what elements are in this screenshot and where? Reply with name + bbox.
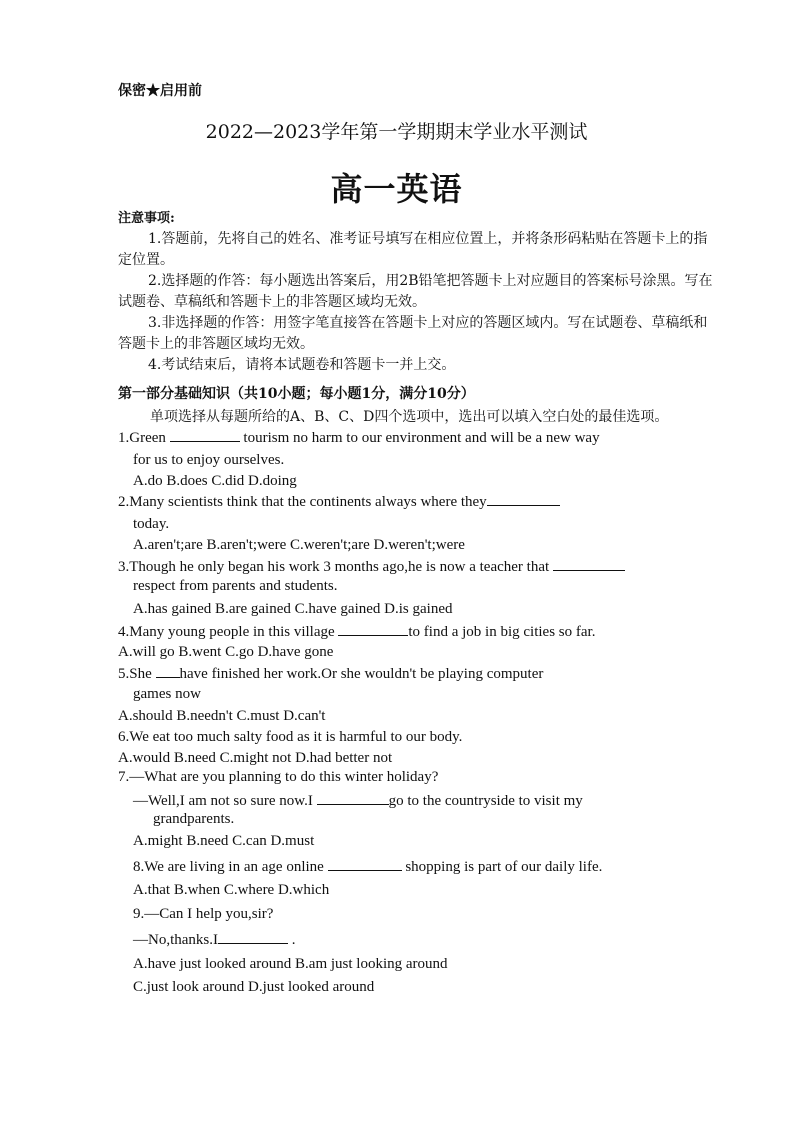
question-options: A.has gained B.are gained C.have gained D.is gained: [133, 601, 453, 617]
question-options: A.might B.need C.can D.must: [133, 833, 315, 849]
note-item: 1.答题前，先将自己的姓名、准考证号填写在相应位置上，并将条形码粘贴在答题卡上的指定位置。: [118, 231, 708, 268]
answer-blank: [170, 429, 240, 442]
dialogue-reply: [133, 931, 296, 949]
question-stem: [133, 858, 602, 876]
notes-heading: 注意事项:: [118, 211, 175, 226]
note-item: 3.非选择题的作答：用签字笔直接答在答题卡上对应的答题区域内。写在试题卷、草稿纸和答题卡上的非答题区域均无效。: [118, 315, 708, 352]
question-options: A.aren't;are B.aren't;were C.weren't;are D.weren't;were: [133, 537, 465, 553]
subject-title: 高一英语: [330, 170, 463, 208]
stem-text: —No,thanks.I: [133, 932, 218, 948]
answer-blank: [553, 558, 625, 571]
question-stem: 7.—What are you planning to do this winter holiday?: [118, 769, 439, 785]
stem-text: go to the countryside to visit my: [388, 793, 583, 809]
stem-text: 3.Though he only began his work 3 months ago,he is now a teacher that: [118, 559, 553, 575]
question-options: A.will go B.went C.go D.have gone: [118, 644, 334, 660]
stem-text: —Well,I am not so sure now.I: [133, 793, 317, 809]
stem-text: 2.Many scientists think that the continents always where they: [118, 494, 487, 510]
stem-text: shopping is part of our daily life.: [401, 859, 603, 875]
note-item: 4.考试结束后，请将本试题卷和答题卡一并上交。: [148, 357, 456, 373]
stem-text: 4.Many young people in this village: [118, 624, 339, 640]
answer-blank: [328, 858, 402, 871]
stem-text: to find a job in big cities so far.: [408, 624, 596, 640]
stem-text: 1.Green: [118, 430, 170, 446]
question-options: C.just look around D.just looked around: [133, 979, 375, 995]
part1-heading: 第一部分基础知识（共10小题；每小题1分，满分10分）: [118, 386, 475, 402]
answer-blank: [338, 623, 408, 636]
question-stem: 6.We eat too much salty food as it is harmful to our body.: [118, 729, 463, 745]
part1-instruction: 单项选择从每题所给的A、B、C、D四个选项中，选出可以填入空白处的最佳选项。: [150, 409, 669, 425]
answer-blank: [156, 665, 180, 678]
stem-text: .: [288, 932, 296, 948]
stem-continuation: respect from parents and students.: [133, 578, 338, 594]
answer-blank: [487, 493, 560, 506]
stem-text: 8.We are living in an age online: [133, 859, 328, 875]
answer-blank: [317, 792, 389, 805]
stem-text: 5.She: [118, 666, 156, 682]
question-stem: [118, 558, 625, 576]
question-stem: [118, 665, 543, 683]
note-item: 2.选择题的作答：每小题选出答案后，用2B铅笔把答题卡上对应题目的答案标号涂黑。写在试题卷、草稿纸和答题卡上的非答题区域均无效。: [118, 273, 713, 310]
stem-continuation: today.: [133, 516, 170, 532]
question-stem: [118, 493, 560, 511]
confidential-label: 保密★启用前: [118, 83, 202, 99]
stem-text: tourism no harm to our environment and will be a new way: [239, 430, 600, 446]
question-options: A.should B.needn't C.must D.can't: [118, 708, 326, 724]
question-options: A.do B.does C.did D.doing: [133, 473, 297, 489]
question-stem: [118, 623, 595, 641]
stem-text: have finished her work.Or she wouldn't be playing computer: [179, 666, 544, 682]
question-stem: [118, 429, 600, 447]
question-options: A.that B.when C.where D.which: [133, 882, 330, 898]
question-stem: 9.—Can I help you,sir?: [133, 906, 274, 922]
stem-continuation: games now: [133, 686, 201, 702]
answer-blank: [218, 931, 288, 944]
exam-title: 2022—2023学年第一学期期末学业水平测试: [205, 121, 588, 143]
question-options: A.would B.need C.might not D.had better not: [118, 750, 393, 766]
dialogue-reply: [133, 792, 583, 810]
stem-continuation: for us to enjoy ourselves.: [133, 452, 285, 468]
stem-continuation: grandparents.: [153, 811, 235, 827]
question-options: A.have just looked around B.am just looking around: [133, 956, 448, 972]
